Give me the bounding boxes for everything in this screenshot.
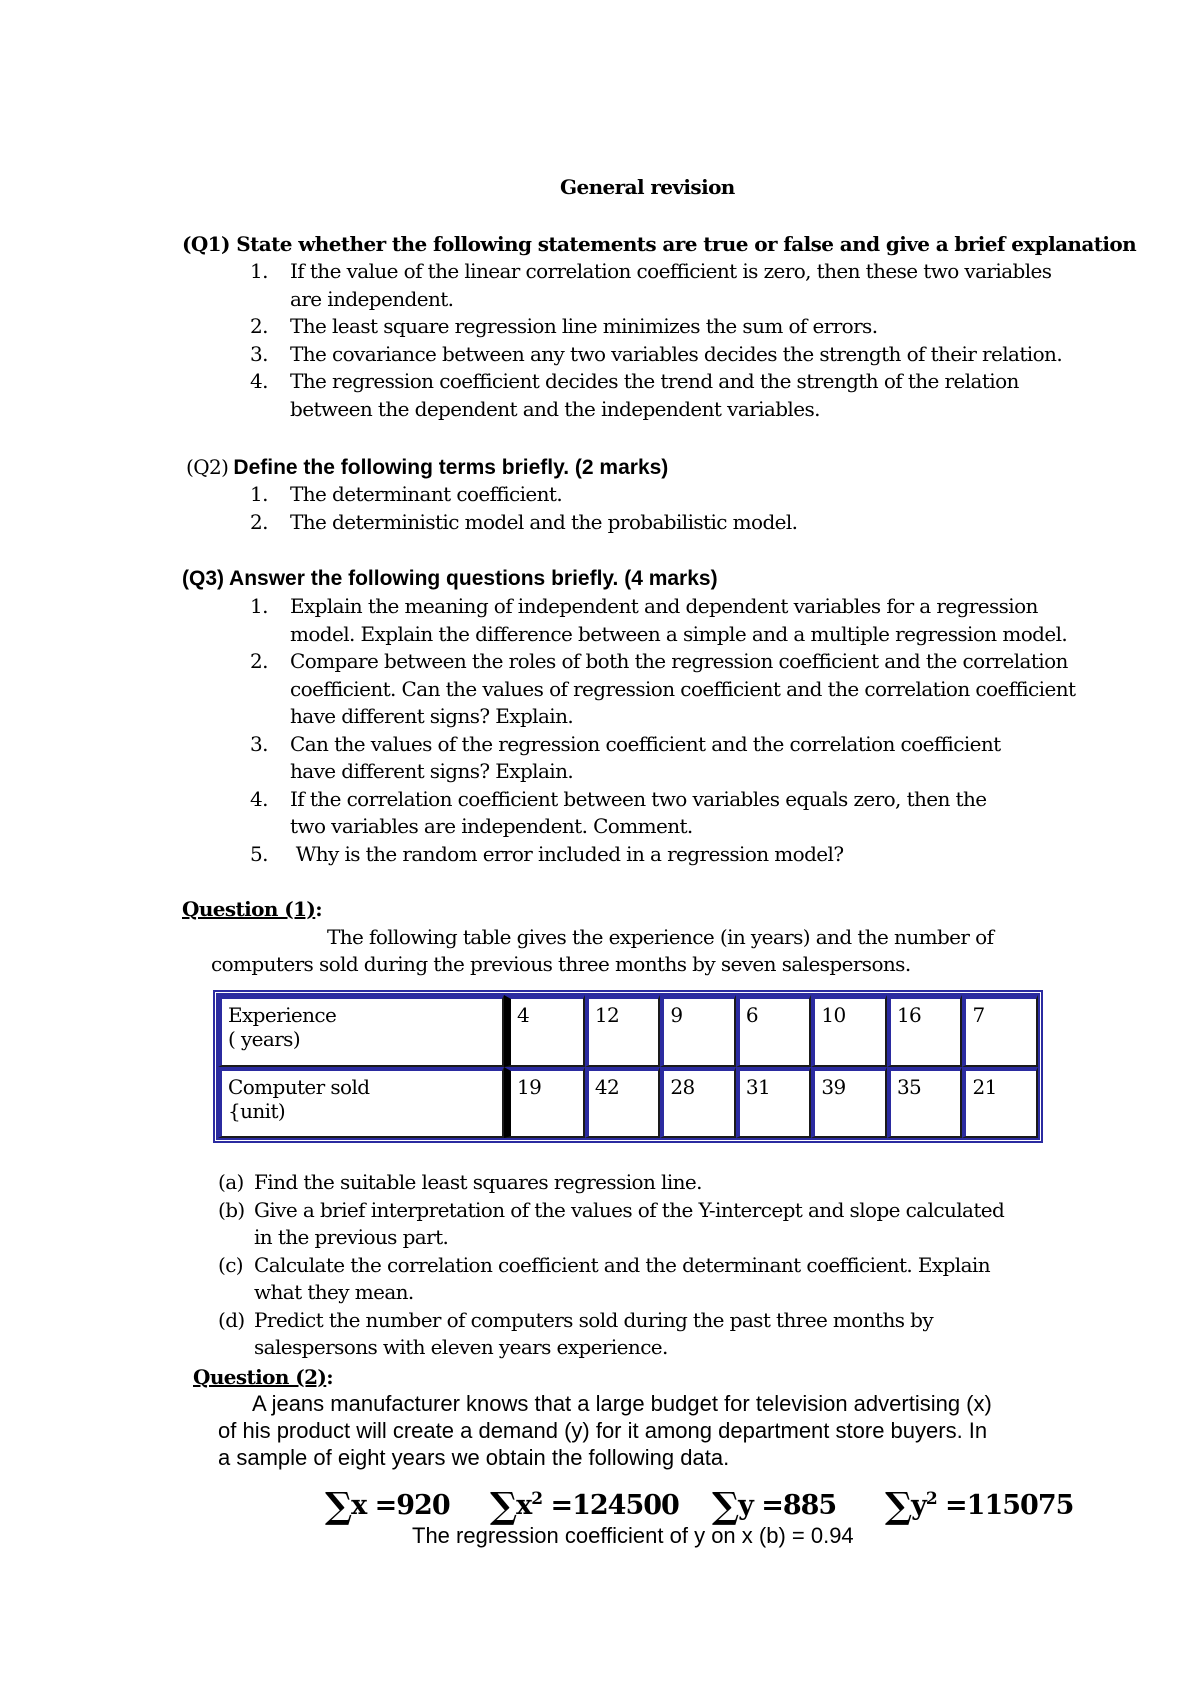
question2-line2: of his product will create a demand (y) for it among department store buyers. In <box>218 1418 988 1443</box>
item-text-cont: have different signs? Explain. <box>290 704 574 728</box>
item-text-cont: have different signs? Explain. <box>290 759 574 783</box>
list-item <box>218 1307 1004 1362</box>
q2-heading <box>186 455 668 480</box>
table-cell: 28 <box>660 1067 736 1139</box>
sigma-icon: ∑ <box>712 1485 739 1527</box>
part-label: (c) <box>218 1252 244 1277</box>
item-text: Why is the random error included in a regression model? <box>290 841 844 866</box>
q2-list <box>250 481 797 536</box>
item-text: The least square regression line minimizes the sum of errors. <box>290 314 878 338</box>
part-text: Give a brief interpretation of the values of the Y-intercept and slope calculated <box>254 1197 1005 1222</box>
part-label: (a) <box>218 1170 244 1194</box>
table-cell: 4 <box>504 995 585 1067</box>
question1-colon: : <box>315 897 323 921</box>
item-number: 1. <box>250 259 268 283</box>
item-text: The covariance between any two variables decides the strength of their relation. <box>290 341 1063 366</box>
table-cell: 42 <box>585 1067 661 1139</box>
list-item <box>250 841 1075 869</box>
row-label-line1: Computer sold <box>228 1074 370 1099</box>
row-label <box>218 995 504 1067</box>
list-item <box>218 1197 1004 1252</box>
regression-coefficient-line: The regression coefficient of y on x (b) = 0.94 <box>412 1523 854 1548</box>
table-cell: 9 <box>660 995 736 1067</box>
list-item <box>250 509 797 537</box>
list-item <box>250 258 1062 313</box>
sum-y-squared <box>885 1485 1073 1527</box>
item-number: 1. <box>250 482 268 506</box>
question2-title-row <box>193 1365 333 1389</box>
question2-line1: A jeans manufacturer knows that a large budget for television advertising (x) <box>252 1391 992 1416</box>
item-number: 3. <box>250 341 268 366</box>
list-item <box>250 593 1075 648</box>
sum-exponent: 2 <box>925 1489 937 1509</box>
question2-colon: : <box>326 1365 334 1389</box>
table-cell: 39 <box>811 1067 887 1139</box>
item-text: Can the values of the regression coefficient and the correlation coefficient <box>290 731 1001 756</box>
table-cell: 12 <box>585 995 661 1067</box>
item-text-cont: between the dependent and the independent variables. <box>290 396 820 421</box>
list-item <box>250 341 1062 369</box>
sigma-icon: ∑ <box>325 1485 352 1527</box>
part-label: (d) <box>218 1307 245 1332</box>
part-text: Find the suitable least squares regression line. <box>254 1170 702 1194</box>
list-item <box>218 1252 1004 1307</box>
part-text: Calculate the correlation coefficient and the determinant coefficient. Explain <box>254 1252 991 1277</box>
sum-y <box>712 1485 836 1527</box>
sum-var: y <box>738 1490 753 1521</box>
item-number: 2. <box>250 509 268 534</box>
item-text: The deterministic model and the probabilistic model. <box>290 509 798 534</box>
q1-list <box>250 258 1062 423</box>
table-row <box>218 995 1038 1067</box>
question1-intro-line2: computers sold during the previous three months by seven salespersons. <box>211 952 911 976</box>
part-text: Predict the number of computers sold during the past three months by <box>254 1307 934 1332</box>
item-text: Compare between the roles of both the regression coefficient and the correlation <box>290 649 1068 673</box>
item-text-cont: coefficient. Can the values of regression coefficient and the correlation coefficient <box>290 676 1076 701</box>
table-cell: 31 <box>736 1067 812 1139</box>
table-cell: 6 <box>736 995 812 1067</box>
part-label: (b) <box>218 1197 245 1222</box>
sum-value: =115075 <box>936 1490 1074 1521</box>
sum-exponent: 2 <box>531 1489 543 1509</box>
table-cell: 10 <box>811 995 887 1067</box>
list-item <box>250 313 1062 341</box>
item-number: 4. <box>250 786 268 811</box>
experience-sales-table <box>213 990 1043 1143</box>
item-number: 3. <box>250 731 268 756</box>
row-label-line2: {unit) <box>228 1098 286 1123</box>
sum-var: x <box>516 1490 532 1521</box>
sigma-icon: ∑ <box>490 1485 517 1527</box>
list-item <box>250 648 1075 731</box>
question1-title: Question (1) <box>182 897 316 921</box>
sum-value: =920 <box>366 1490 450 1521</box>
sum-x <box>325 1485 450 1527</box>
item-text-cont: model. Explain the difference between a simple and a multiple regression model. <box>290 621 1068 646</box>
row-label-line2: ( years) <box>228 1027 301 1051</box>
list-item <box>250 481 797 509</box>
q3-heading: (Q3) Answer the following questions briefly. (4 marks) <box>182 567 718 590</box>
item-text: If the value of the linear correlation coefficient is zero, then these two variables <box>290 259 1052 283</box>
item-text: Explain the meaning of independent and dependent variables for a regression <box>290 594 1038 618</box>
list-item <box>218 1169 1004 1197</box>
page-title: General revision <box>560 175 735 199</box>
item-text-cont: two variables are independent. Comment. <box>290 814 693 838</box>
sum-x-squared <box>490 1485 679 1527</box>
item-number: 2. <box>250 314 268 338</box>
list-item <box>250 368 1062 423</box>
list-item <box>250 786 1075 841</box>
sum-var: x <box>351 1490 367 1521</box>
table-row <box>218 1067 1038 1139</box>
q3-list <box>250 593 1075 868</box>
row-label <box>218 1067 504 1139</box>
q2-heading-text: Define the following terms briefly. (2 marks) <box>233 456 669 479</box>
question2-line3: a sample of eight years we obtain the following data. <box>218 1445 730 1470</box>
question2-title: Question (2) <box>193 1365 327 1389</box>
q1-heading: (Q1) State whether the following statements are true or false and give a brief explanation <box>182 232 1137 256</box>
item-number: 5. <box>250 841 268 866</box>
q2-prefix: (Q2) <box>186 455 229 479</box>
sum-value: =885 <box>752 1490 837 1521</box>
sum-value: =124500 <box>542 1490 679 1521</box>
row-label-line1: Experience <box>228 1003 337 1027</box>
part-text-cont: salespersons with eleven years experience. <box>254 1335 668 1359</box>
table-cell: 16 <box>887 995 963 1067</box>
item-text: The regression coefficient decides the trend and the strength of the relation <box>290 369 1019 393</box>
table-cell: 21 <box>962 1067 1038 1139</box>
sigma-icon: ∑ <box>885 1485 912 1527</box>
question1-intro-line1: The following table gives the experience (in years) and the number of <box>327 925 994 949</box>
item-text-cont: are independent. <box>290 286 454 311</box>
item-number: 2. <box>250 649 268 673</box>
part-text-cont: in the previous part. <box>254 1225 449 1249</box>
question1-title-row <box>182 897 322 921</box>
part-text-cont: what they mean. <box>254 1280 414 1304</box>
table-cell: 7 <box>962 995 1038 1067</box>
question1-parts <box>218 1169 1004 1362</box>
list-item <box>250 731 1075 786</box>
table-cell: 35 <box>887 1067 963 1139</box>
table-cell: 19 <box>504 1067 585 1139</box>
item-text: If the correlation coefficient between two variables equals zero, then the <box>290 786 987 811</box>
item-number: 4. <box>250 369 268 393</box>
item-text: The determinant coefficient. <box>290 482 563 506</box>
sum-var: y <box>911 1490 926 1521</box>
item-number: 1. <box>250 594 268 618</box>
